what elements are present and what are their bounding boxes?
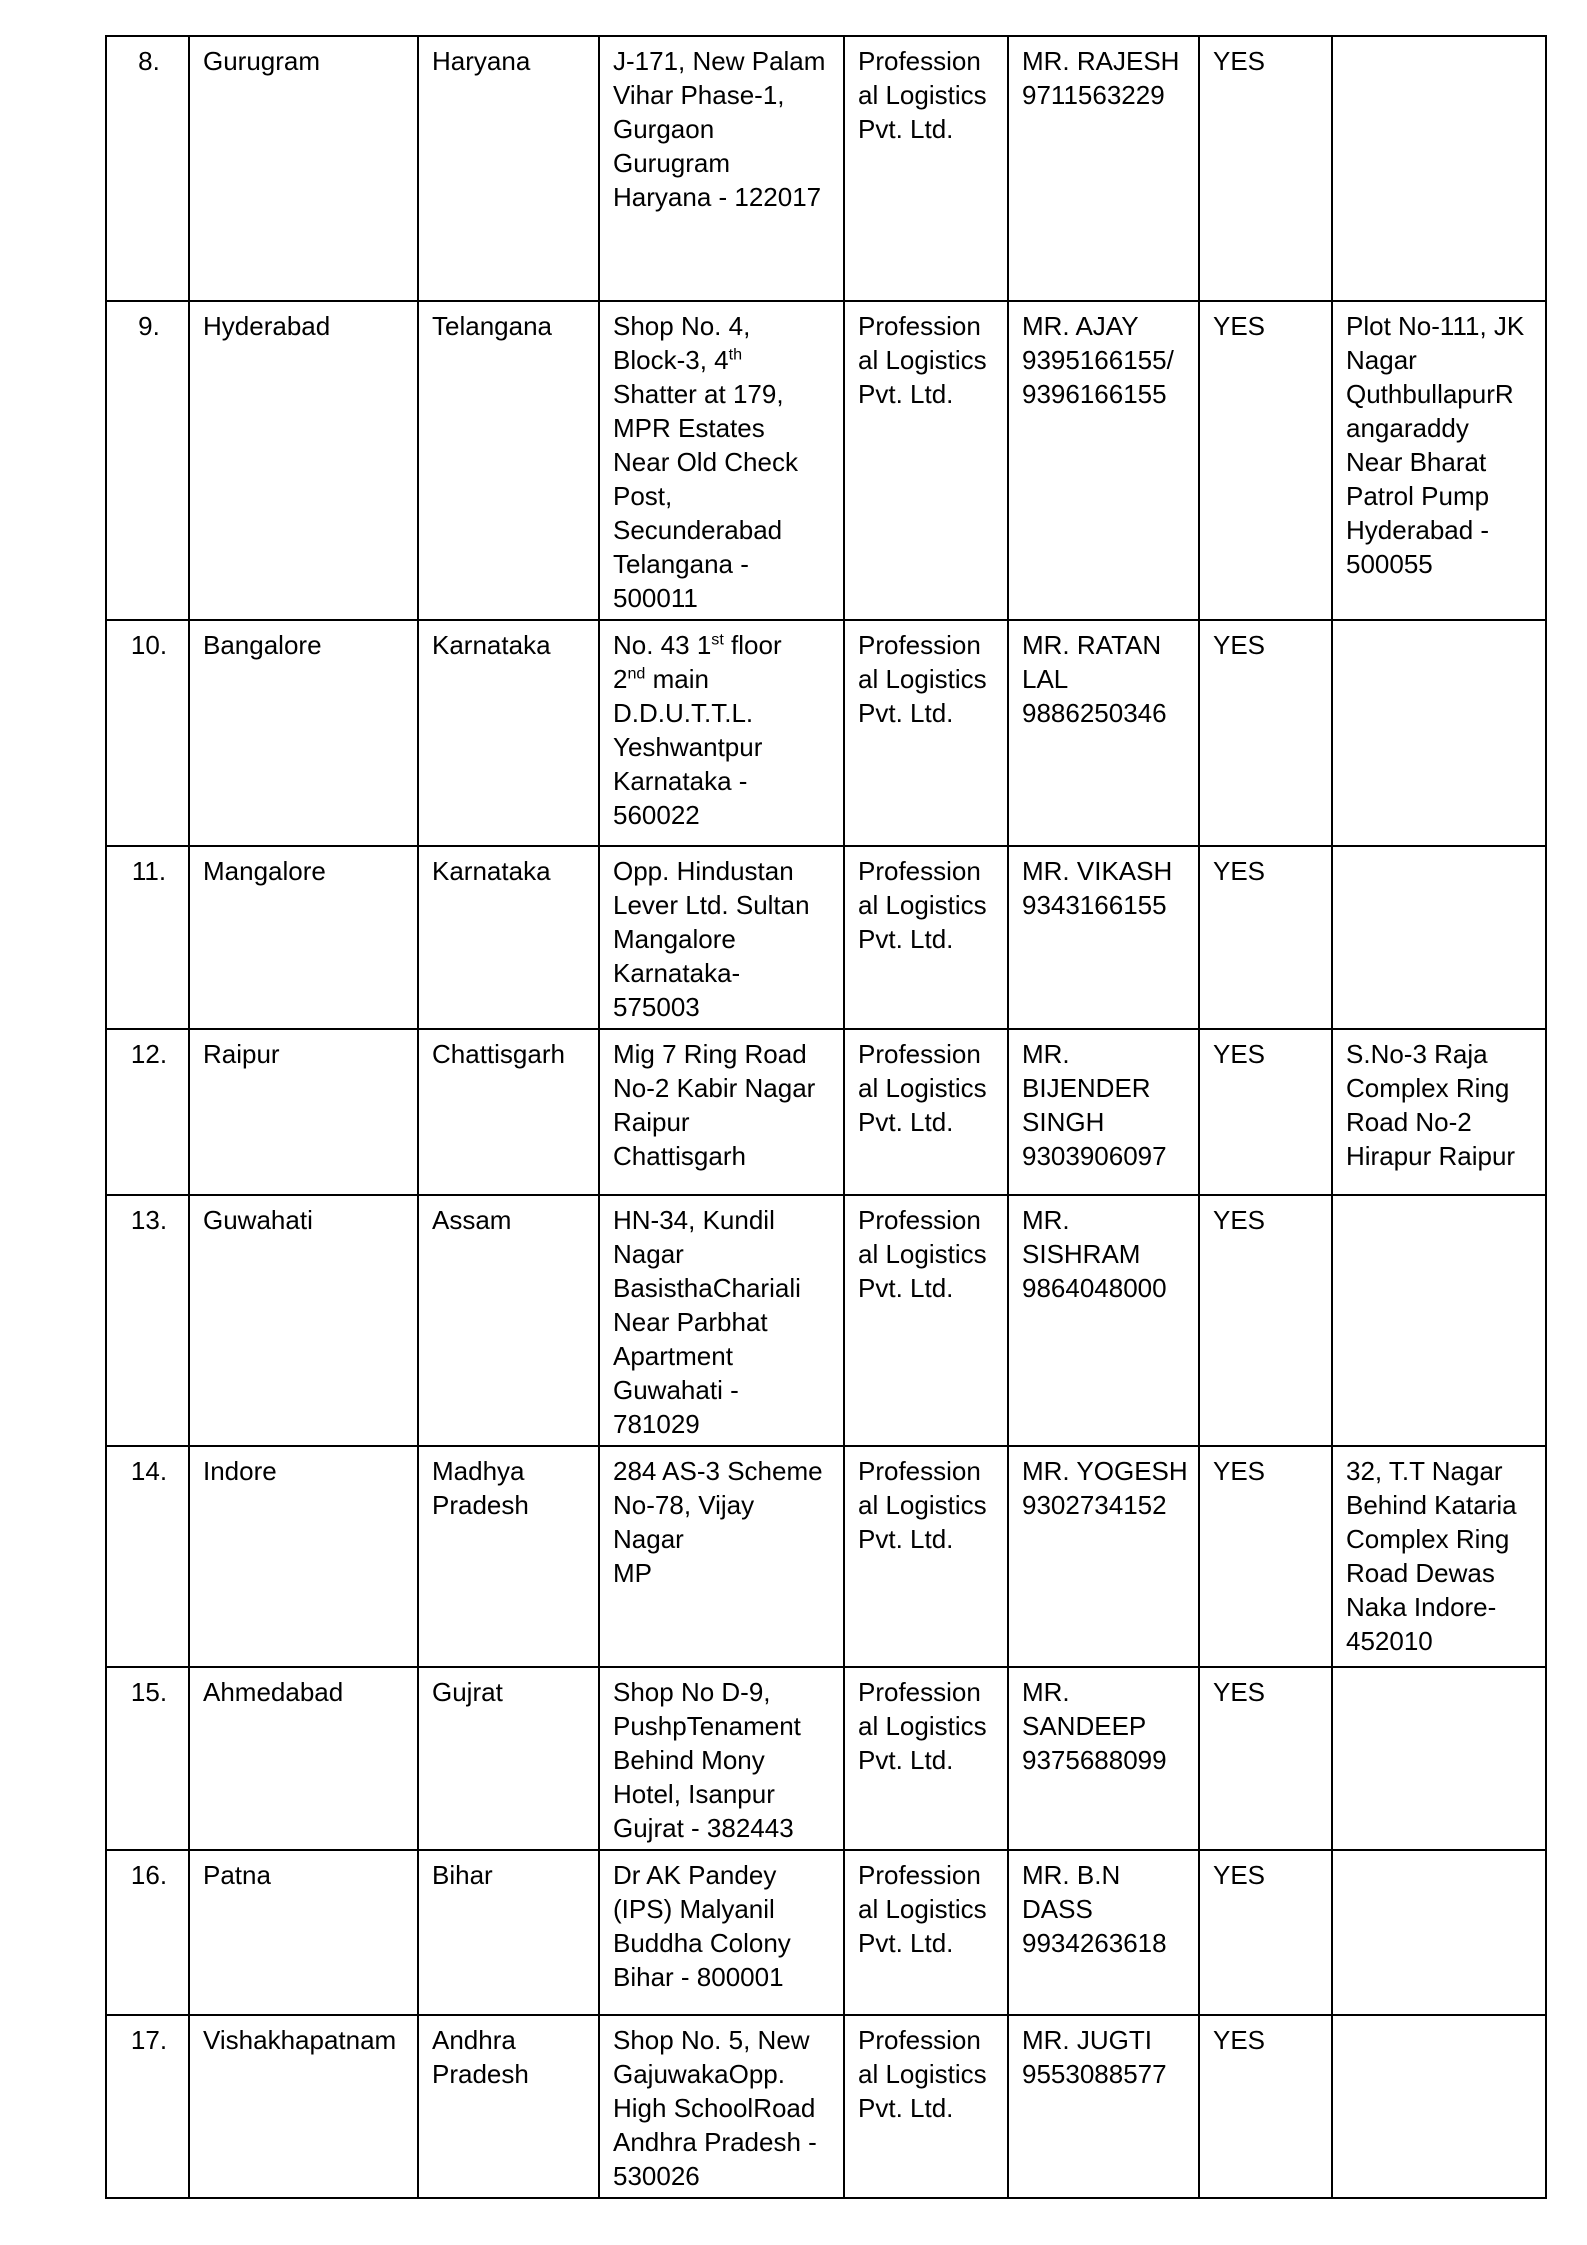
table-row <box>106 2015 1546 2198</box>
state-cell: Chattisgarh <box>418 1029 599 1195</box>
availability-cell: YES <box>1199 1029 1332 1195</box>
serial-cell: 10. <box>106 620 189 846</box>
city-cell: Guwahati <box>189 1195 418 1446</box>
state-cell: Telangana <box>418 301 599 620</box>
directory-table <box>105 35 1547 2199</box>
serial-cell: 16. <box>106 1850 189 2015</box>
address-cell: Shop No. 5, New GajuwakaOpp. High SchoolRoad Andhra Pradesh - 530026 <box>599 2015 844 2198</box>
serial-cell: 14. <box>106 1446 189 1667</box>
company-cell: Profession al Logistics Pvt. Ltd. <box>844 2015 1008 2198</box>
city-cell: Mangalore <box>189 846 418 1029</box>
address-cell: HN-34, Kundil Nagar BasisthaChariali Near Parbhat Apartment Guwahati - 781029 <box>599 1195 844 1446</box>
city-cell: Bangalore <box>189 620 418 846</box>
contact-cell: MR. BIJENDER SINGH 9303906097 <box>1008 1029 1199 1195</box>
table-row <box>106 36 1546 301</box>
table-row <box>106 846 1546 1029</box>
serial-cell: 15. <box>106 1667 189 1850</box>
contact-cell: MR. SANDEEP 9375688099 <box>1008 1667 1199 1850</box>
availability-cell: YES <box>1199 1446 1332 1667</box>
serial-cell: 17. <box>106 2015 189 2198</box>
company-cell: Profession al Logistics Pvt. Ltd. <box>844 1029 1008 1195</box>
table-row <box>106 1195 1546 1446</box>
contact-cell: MR. AJAY 9395166155/ 9396166155 <box>1008 301 1199 620</box>
alt-address-cell <box>1332 1195 1546 1446</box>
alt-address-cell <box>1332 1850 1546 2015</box>
availability-cell: YES <box>1199 1195 1332 1446</box>
table-row <box>106 620 1546 846</box>
table-row <box>106 1446 1546 1667</box>
state-cell: Assam <box>418 1195 599 1446</box>
company-cell: Profession al Logistics Pvt. Ltd. <box>844 1446 1008 1667</box>
alt-address-cell <box>1332 1667 1546 1850</box>
contact-cell: MR. RATAN LAL 9886250346 <box>1008 620 1199 846</box>
serial-cell: 12. <box>106 1029 189 1195</box>
contact-cell: MR. VIKASH 9343166155 <box>1008 846 1199 1029</box>
serial-cell: 9. <box>106 301 189 620</box>
state-cell: Andhra Pradesh <box>418 2015 599 2198</box>
city-cell: Raipur <box>189 1029 418 1195</box>
serial-cell: 11. <box>106 846 189 1029</box>
alt-address-cell: 32, T.T Nagar Behind Kataria Complex Ring Road Dewas Naka Indore- 452010 <box>1332 1446 1546 1667</box>
address-cell: J-171, New Palam Vihar Phase-1, Gurgaon Gurugram Haryana - 122017 <box>599 36 844 301</box>
address-cell: Shop No D-9, PushpTenament Behind Mony Hotel, Isanpur Gujrat - 382443 <box>599 1667 844 1850</box>
availability-cell: YES <box>1199 301 1332 620</box>
serial-cell: 13. <box>106 1195 189 1446</box>
address-cell: Dr AK Pandey (IPS) Malyanil Buddha Colony Bihar - 800001 <box>599 1850 844 2015</box>
alt-address-cell <box>1332 846 1546 1029</box>
city-cell: Gurugram <box>189 36 418 301</box>
availability-cell: YES <box>1199 36 1332 301</box>
city-cell: Ahmedabad <box>189 1667 418 1850</box>
contact-cell: MR. JUGTI 9553088577 <box>1008 2015 1199 2198</box>
table-row <box>106 1667 1546 1850</box>
alt-address-cell: S.No-3 Raja Complex Ring Road No-2 Hirapur Raipur <box>1332 1029 1546 1195</box>
address-cell: No. 43 1st floor 2nd main D.D.U.T.T.L. Yeshwantpur Karnataka - 560022 <box>599 620 844 846</box>
availability-cell: YES <box>1199 1667 1332 1850</box>
alt-address-cell <box>1332 620 1546 846</box>
availability-cell: YES <box>1199 846 1332 1029</box>
address-cell: Opp. Hindustan Lever Ltd. Sultan Mangalore Karnataka- 575003 <box>599 846 844 1029</box>
company-cell: Profession al Logistics Pvt. Ltd. <box>844 1850 1008 2015</box>
company-cell: Profession al Logistics Pvt. Ltd. <box>844 1195 1008 1446</box>
company-cell: Profession al Logistics Pvt. Ltd. <box>844 620 1008 846</box>
company-cell: Profession al Logistics Pvt. Ltd. <box>844 301 1008 620</box>
alt-address-cell <box>1332 2015 1546 2198</box>
address-cell: Shop No. 4, Block-3, 4th Shatter at 179, MPR Estates Near Old Check Post, Secunderabad Telangana - 500011 <box>599 301 844 620</box>
company-cell: Profession al Logistics Pvt. Ltd. <box>844 1667 1008 1850</box>
availability-cell: YES <box>1199 1850 1332 2015</box>
contact-cell: MR. SISHRAM 9864048000 <box>1008 1195 1199 1446</box>
city-cell: Hyderabad <box>189 301 418 620</box>
branch-directory-document <box>105 35 1547 2199</box>
address-cell: Mig 7 Ring Road No-2 Kabir Nagar Raipur Chattisgarh <box>599 1029 844 1195</box>
table-row <box>106 1850 1546 2015</box>
state-cell: Haryana <box>418 36 599 301</box>
city-cell: Vishakhapatnam <box>189 2015 418 2198</box>
availability-cell: YES <box>1199 620 1332 846</box>
contact-cell: MR. YOGESH 9302734152 <box>1008 1446 1199 1667</box>
state-cell: Gujrat <box>418 1667 599 1850</box>
contact-cell: MR. RAJESH 9711563229 <box>1008 36 1199 301</box>
availability-cell: YES <box>1199 2015 1332 2198</box>
alt-address-cell: Plot No-111, JK Nagar QuthbullapurR angaraddy Near Bharat Patrol Pump Hyderabad - 500055 <box>1332 301 1546 620</box>
state-cell: Karnataka <box>418 846 599 1029</box>
table-row <box>106 301 1546 620</box>
alt-address-cell <box>1332 36 1546 301</box>
state-cell: Bihar <box>418 1850 599 2015</box>
address-cell: 284 AS-3 Scheme No-78, Vijay Nagar MP <box>599 1446 844 1667</box>
table-row <box>106 1029 1546 1195</box>
city-cell: Patna <box>189 1850 418 2015</box>
company-cell: Profession al Logistics Pvt. Ltd. <box>844 36 1008 301</box>
company-cell: Profession al Logistics Pvt. Ltd. <box>844 846 1008 1029</box>
table-body <box>106 36 1546 2198</box>
serial-cell: 8. <box>106 36 189 301</box>
contact-cell: MR. B.N DASS 9934263618 <box>1008 1850 1199 2015</box>
city-cell: Indore <box>189 1446 418 1667</box>
state-cell: Karnataka <box>418 620 599 846</box>
state-cell: Madhya Pradesh <box>418 1446 599 1667</box>
